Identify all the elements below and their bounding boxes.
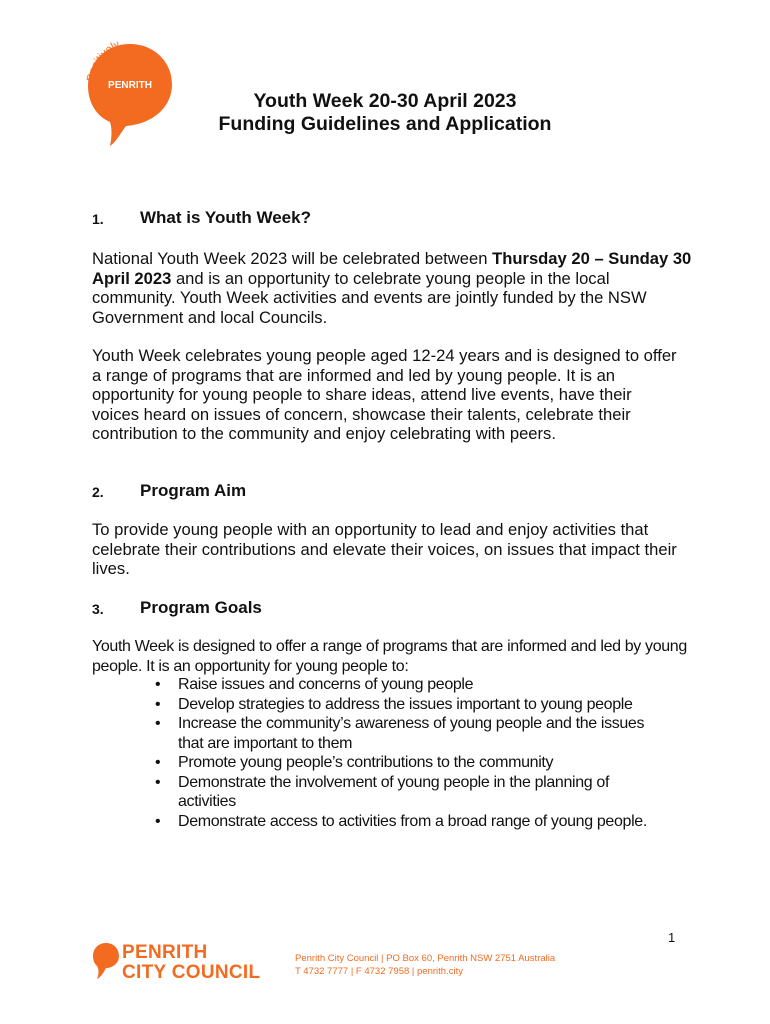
footer-contact: T 4732 7777 | F 4732 7958 | penrith.city: [295, 966, 463, 977]
goals-list: [152, 675, 652, 831]
s1-p1-text-a: National Youth Week 2023 will be celebrated between: [92, 249, 493, 268]
s1-p1-text-b: and is an opportunity to celebrate young people in the local community. Youth Week activities and events are jointly funded by the NSW Government and local Councils.: [92, 268, 647, 327]
logo-name: PENRITH: [108, 80, 152, 91]
goal-item: • Promote young people’s contributions to the community: [155, 754, 554, 771]
s1-p1-dates: Thursday 20 – Sunday 30 April 2023: [92, 249, 692, 288]
section-1-heading: What is Youth Week?: [140, 208, 311, 227]
footer-brand-line2: CITY COUNCIL: [122, 962, 261, 983]
footer-brand-line1: PENRITH: [122, 942, 208, 963]
section-2-paragraph: To provide young people with an opportunity to lead and enjoy activities that celebrate their contributions and elevate their voices, on issues that impact their lives.: [92, 520, 677, 579]
goal-item: • Develop strategies to address the issues important to young people: [155, 695, 633, 713]
footer-address: Penrith City Council | PO Box 60, Penrith NSW 2751 Australia: [295, 953, 556, 964]
section-2-number: 2.: [92, 484, 104, 500]
goal-item: • Raise issues and concerns of young people: [155, 676, 474, 693]
section-2-heading: Program Aim: [140, 481, 247, 500]
document-title-line2: Funding Guidelines and Application: [218, 113, 552, 135]
penrith-city-council-logo-icon: [92, 942, 120, 980]
section-1-number: 1.: [92, 211, 104, 227]
section-1-paragraph-1: [92, 249, 692, 327]
goal-item: • Demonstrate access to activities from a broad range of young people.: [155, 812, 647, 830]
section-3-heading: Program Goals: [140, 598, 262, 617]
section-3-intro: Youth Week is designed to offer a range of programs that are informed and led by young people. It is an opportunity for young people to:: [92, 638, 687, 675]
document-title-line1: Youth Week 20-30 April 2023: [253, 90, 517, 112]
page-number: 1: [668, 930, 676, 945]
goal-item: • Increase the community’s awareness of young people and the issues that are important to them: [155, 715, 645, 752]
section-1-paragraph-2: Youth Week celebrates young people aged 12-24 years and is designed to offer a range of programs that are informed and led by young people. It is an opportunity for young people to share ideas, attend live events, have their voices heard on issues of concern, showcase their talents, celebrate their contribution to the community and enjoy celebrating with peers.: [92, 346, 677, 444]
section-3-number: 3.: [92, 601, 104, 617]
goal-item: • Demonstrate the involvement of young people in the planning of activities: [155, 773, 610, 810]
logo-tagline: Positively: [84, 38, 122, 83]
